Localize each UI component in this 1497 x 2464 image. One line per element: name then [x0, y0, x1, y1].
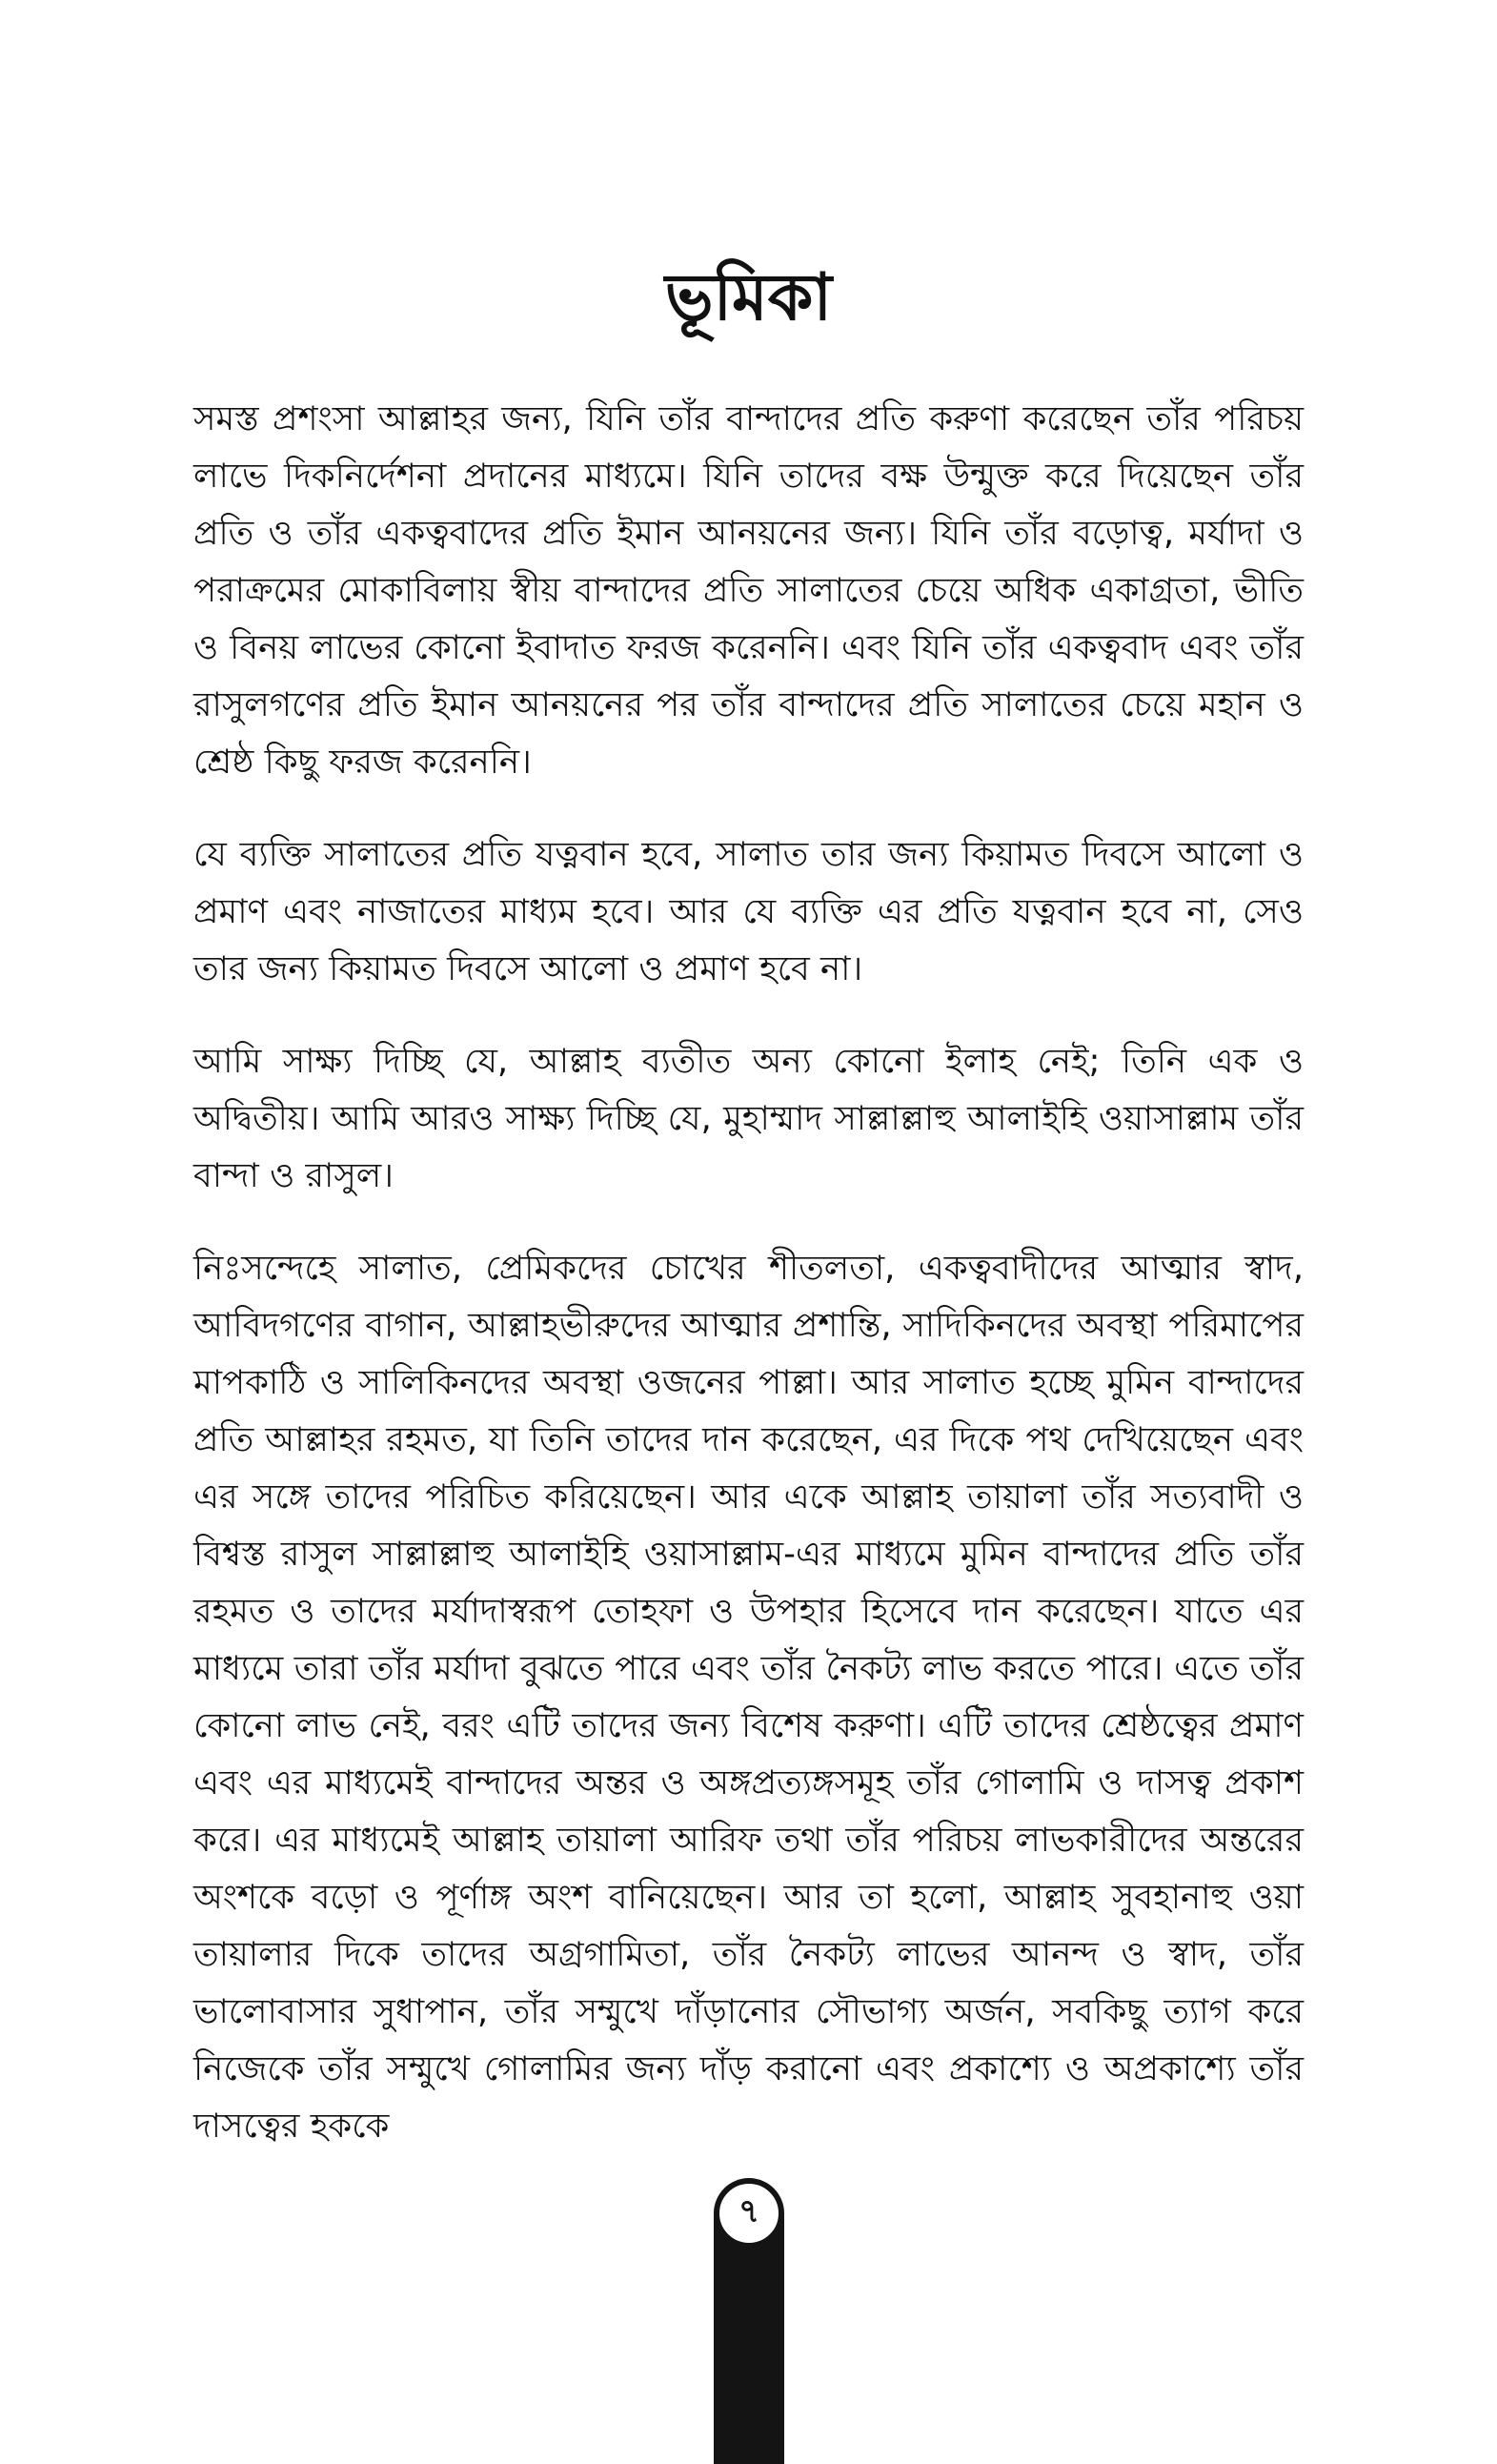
paragraph-4: নিঃসন্দেহে সালাত, প্রেমিকদের চোখের শীতলতা, একত্ববাদীদের আত্মার স্বাদ, আবিদগণের বাগান, আল্লাহভীরুদের আত্মার প্রশান্তি, সাদিকিনদের অবস্থা পরিমাপের মাপকাঠি ও সালিকিনদের অবস্থা ওজনের পাল্লা। আর সালাত হচ্ছে মুমিন বান্দাদের প্রতি আল্লাহর রহমত, যা তিনি তাদের দান করেছেন, এর দিকে পথ দেখিয়েছেন এবং এর সঙ্গে তাদের পরিচিত করিয়েছেন। আর একে আল্লাহ তায়ালা তাঁর সত্যবাদী ও বিশ্বস্ত রাসুল সাল্লাল্লাহু আলাইহি ওয়াসাল্লাম-এর মাধ্যমে মুমিন বান্দাদের প্রতি তাঁর রহমত ও তাদের মর্যাদাস্বরূপ তোহফা ও উপহার হিসেবে দান করেছেন। যাতে এর মাধ্যমে তারা তাঁর মর্যাদা বুঝতে পারে এবং তাঁর নৈকট্য লাভ করতে পারে। এতে তাঁর কোনো লাভ নেই, বরং এটি তাদের জন্য বিশেষ করুণা। এটি তাদের শ্রেষ্ঠত্বের প্রমাণ এবং এর মাধ্যমেই বান্দাদের অন্তর ও অঙ্গপ্রত্যঙ্গসমূহ তাঁর গোলামি ও দাসত্ব প্রকাশ করে। এর মাধ্যমেই আল্লাহ তায়ালা আরিফ তথা তাঁর পরিচয় লাভকারীদের অন্তরের অংশকে বড়ো ও পূর্ণাঙ্গ অংশ বানিয়েছেন। আর তা হলো, আল্লাহ সুবহানাহু ওয়া তায়ালার দিকে তাদের অগ্রগামিতা, তাঁর নৈকট্য লাভের আনন্দ ও স্বাদ, তাঁর ভালোবাসার সুধাপান, তাঁর সম্মুখে দাঁড়ানোর সৌভাগ্য অর্জন, সবকিছু ত্যাগ করে নিজেকে তাঁর সম্মুখে গোলামির জন্য দাঁড় করানো এবং প্রকাশ্যে ও অপ্রকাশ্যে তাঁর দাসত্বের হককে: [193, 1249, 1304, 2146]
body-text: [193, 391, 1304, 2190]
paragraph-1: সমস্ত প্রশংসা আল্লাহর জন্য, যিনি তাঁর বান্দাদের প্রতি করুণা করেছেন তাঁর পরিচয় লাভে দিকনির্দেশনা প্রদানের মাধ্যমে। যিনি তাদের বক্ষ উন্মুক্ত করে দিয়েছেন তাঁর প্রতি ও তাঁর একত্ববাদের প্রতি ইমান আনয়নের জন্য। যিনি তাঁর বড়োত্ব, মর্যাদা ও পরাক্রমের মোকাবিলায় স্বীয় বান্দাদের প্রতি সালাতের চেয়ে অধিক একাগ্রতা, ভীতি ও বিনয় লাভের কোনো ইবাদাত ফরজ করেননি। এবং যিনি তাঁর একত্ববাদ এবং তাঁর রাসুলগণের প্রতি ইমান আনয়নের পর তাঁর বান্দাদের প্রতি সালাতের চেয়ে মহান ও শ্রেষ্ঠ কিছু ফরজ করেননি।: [193, 399, 1304, 782]
page-number: ৭: [717, 2181, 781, 2246]
page-title: ভূমিকা: [664, 260, 833, 336]
paragraph-2: যে ব্যক্তি সালাতের প্রতি যত্নবান হবে, সালাত তার জন্য কিয়ামত দিবসে আলো ও প্রমাণ এবং নাজাতের মাধ্যম হবে। আর যে ব্যক্তি এর প্রতি যত্নবান হবে না, সেও তার জন্য কিয়ামত দিবসে আলো ও প্রমাণ হবে না।: [193, 835, 1304, 988]
paragraph-3: আমি সাক্ষ্য দিচ্ছি যে, আল্লাহ ব্যতীত অন্য কোনো ইলাহ নেই; তিনি এক ও অদ্বিতীয়। আমি আরও সাক্ষ্য দিচ্ছি যে, মুহাম্মাদ সাল্লাল্লাহু আলাইহি ওয়াসাল্লাম তাঁর বান্দা ও রাসুল।: [193, 1042, 1304, 1195]
